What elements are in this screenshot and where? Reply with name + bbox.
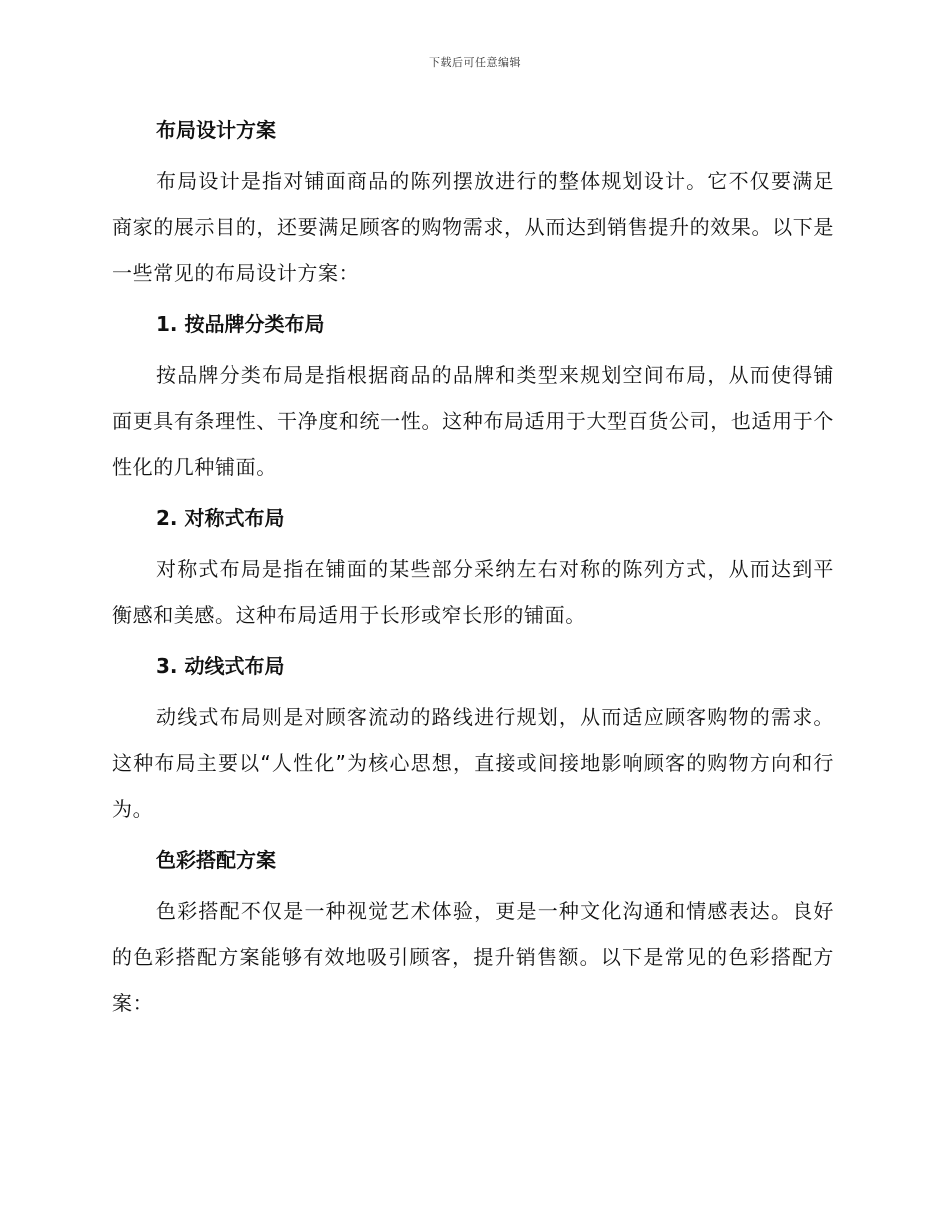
section-heading-color-scheme: 色彩搭配方案 (156, 848, 276, 872)
section-heading-flow-layout: 3. 动线式布局 (156, 654, 285, 678)
section-heading-symmetric-layout: 2. 对称式布局 (156, 506, 285, 530)
section-paragraph-symmetric-layout: 对称式布局是指在铺面的某些部分采纳左右对称的陈列方式，从而达到平衡感和美感。这种布局适用于长形或窄长形的铺面。 (112, 557, 834, 627)
section-paragraph-brand-layout: 按品牌分类布局是指根据商品的品牌和类型来规划空间布局，从而使得铺面更具有条理性、干净度和统一性。这种布局适用于大型百货公司，也适用于个性化的几种铺面。 (112, 363, 834, 479)
section-paragraph-layout-design: 布局设计是指对铺面商品的陈列摆放进行的整体规划设计。它不仅要满足商家的展示目的，还要满足顾客的购物需求，从而达到销售提升的效果。以下是一些常见的布局设计方案： (112, 169, 834, 285)
section-heading-layout-design: 布局设计方案 (156, 118, 276, 142)
document-body (112, 108, 834, 1032)
header-note: 下载后可任意编辑 (429, 56, 521, 69)
section-paragraph-color-scheme: 色彩搭配不仅是一种视觉艺术体验，更是一种文化沟通和情感表达。良好的色彩搭配方案能够有效地吸引顾客，提升销售额。以下是常见的色彩搭配方案： (112, 899, 834, 1015)
section-paragraph-flow-layout: 动线式布局则是对顾客流动的路线进行规划，从而适应顾客购物的需求。这种布局主要以“人性化”为核心思想，直接或间接地影响顾客的购物方向和行为。 (112, 705, 834, 821)
section-heading-brand-layout: 1. 按品牌分类布局 (156, 312, 325, 336)
